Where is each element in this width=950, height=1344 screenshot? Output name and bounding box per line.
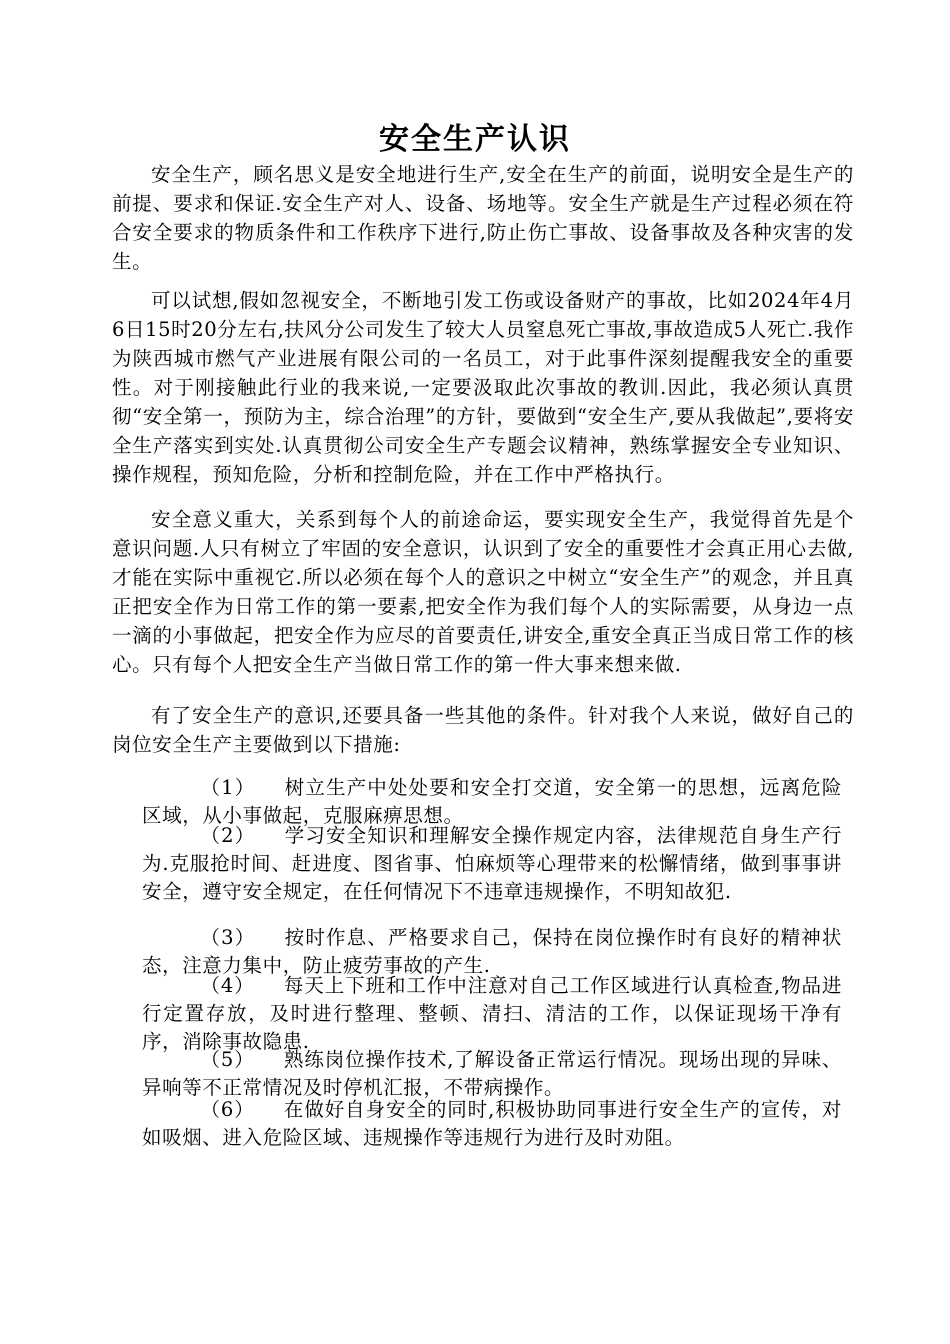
paragraph-2: 可以试想,假如忽视安全，不断地引发工伤或设备财产的事故，比如2024年4月6日15时20分左右,扶风分公司发生了较大人员窒息死亡事故,事故造成5人死亡.我作为陕西城市燃气产业进展有限公司的一名员工，对于此事件深刻提醒我安全的重要性。对于刚接触此行业的我来说,一定要汲取此次事故的教训.因此，我必须认真贯彻“安全第一，预防为主，综合治理”的方针，要做到“安全生产,要从我做起”,要将安全生产落实到实处.认真贯彻公司安全生产专题会议精神，熟练掌握安全专业知识、操作规程，预知危险，分析和控制危险，并在工作中严格执行。 xyxy=(112,289,854,486)
paragraph-4: 有了安全生产的意识,还要具备一些其他的条件。针对我个人来说，做好自己的岗位安全生产主要做到以下措施: xyxy=(112,704,854,756)
measure-number: （5） xyxy=(200,1048,255,1071)
measure-number: （1） xyxy=(200,776,256,799)
measure-text: 熟练岗位操作技术,了解设备正常运行情况。现场出现的异味、异响等不正常情况及时停机汇报，不带病操作。 xyxy=(142,1048,842,1099)
measure-text: 按时作息、严格要求自己，保持在岗位操作时有良好的精神状态，注意力集中，防止疲劳事故的产生. xyxy=(142,926,842,977)
paragraph-3: 安全意义重大，关系到每个人的前途命运，要实现安全生产，我觉得首先是个意识问题.人只有树立了牢固的安全意识，认识到了安全的重要性才会真正用心去做,才能在实际中重视它.所以必须在每个人的意识之中树立“安全生产”的观念，并且真正把安全作为日常工作的第一要素,把安全作为我们每个人的实际需要，从身边一点一滴的小事做起，把安全作为应尽的首要责任,讲安全,重安全真正当成日常工作的核心。只有每个人把安全生产当做日常工作的第一件大事来想来做. xyxy=(112,508,854,676)
measure-item-4 xyxy=(142,972,842,1056)
paragraph-1: 安全生产，顾名思义是安全地进行生产,安全在生产的前面，说明安全是生产的前提、要求和保证.安全生产对人、设备、场地等。安全生产就是生产过程必须在符合安全要求的物质条件和工作秩序下进行,防止伤亡事故、设备事故及各种灾害的发生。 xyxy=(112,163,854,273)
document-title: 安全生产认识 xyxy=(379,122,571,157)
measure-text: 每天上下班和工作中注意对自己工作区域进行认真检查,物品进行定置存放，及时进行整理、整顿、清扫、清洁的工作，以保证现场干净有序，消除事故隐患. xyxy=(142,974,842,1053)
measure-text: 学习安全知识和理解安全操作规定内容，法律规范自身生产行为.克服抢时间、赶进度、图省事、怕麻烦等心理带来的松懈情绪，做到事事讲安全，遵守安全规定，在任何情况下不违章违规操作，不明知故犯. xyxy=(142,824,842,903)
measure-number: （4） xyxy=(200,974,255,997)
measure-item-5 xyxy=(142,1046,842,1102)
measure-text: 在做好自身安全的同时,积极协助同事进行安全生产的宣传，对如吸烟、进入危险区域、违规操作等违规行为进行及时劝阻。 xyxy=(142,1098,842,1149)
measure-number: （2） xyxy=(200,824,256,847)
measure-item-2 xyxy=(142,822,842,906)
measure-number: （3） xyxy=(200,926,256,949)
measure-text: 树立生产中处处要和安全打交道，安全第一的思想，远离危险区域，从小事做起，克服麻痹思想。 xyxy=(142,776,842,827)
measure-item-6 xyxy=(142,1096,842,1152)
measure-number: （6） xyxy=(200,1098,255,1121)
